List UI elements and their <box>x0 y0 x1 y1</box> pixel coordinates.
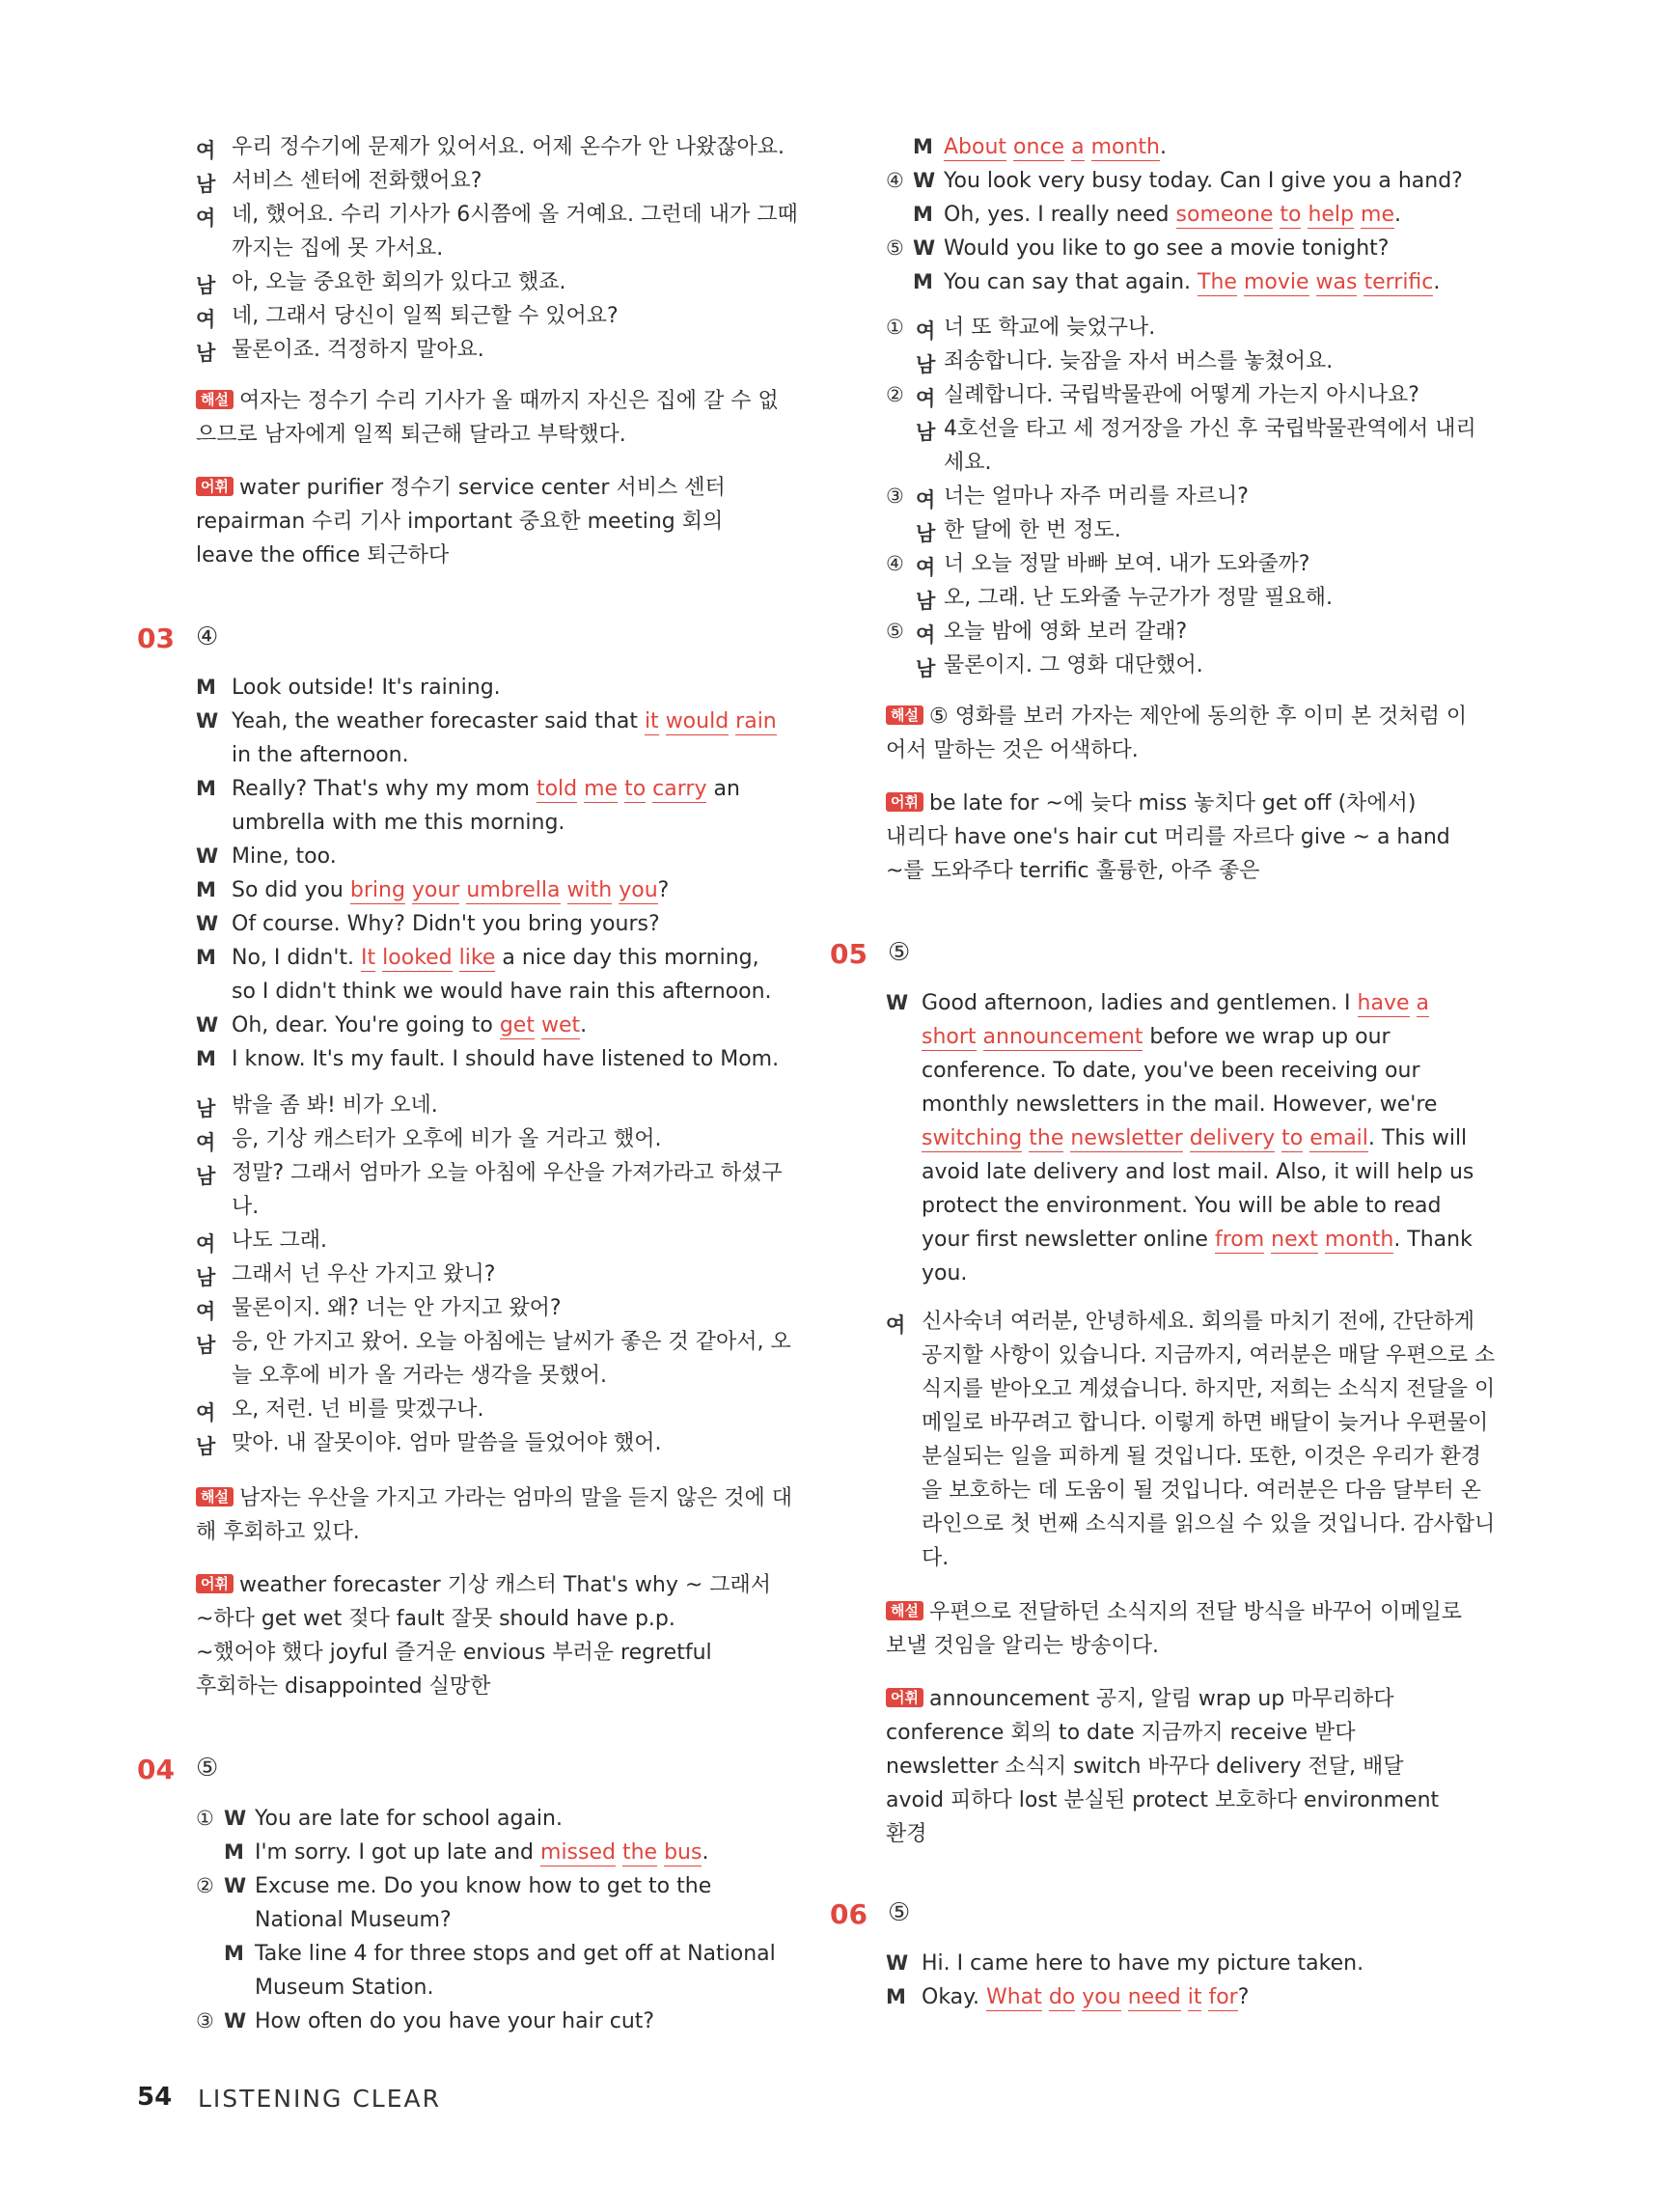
monologue-line-ko: 식지를 받아오고 계셨습니다. 하지만, 저희는 소식지 전달을 이 <box>922 1377 1496 1401</box>
blank-answer: bring <box>349 878 405 902</box>
dialogue-line-en: National Museum? <box>255 1908 452 1932</box>
dialogue-line-en: Oh, yes. I really need someone to help me. <box>944 203 1401 227</box>
choice-number: ④ <box>886 169 904 192</box>
book-title: LISTENING CLEAR <box>198 2085 441 2113</box>
speaker-label: M <box>913 135 933 158</box>
monologue-line-ko: 메일로 바꾸려고 합니다. 이렇게 하면 배달이 늦거나 우편물이 <box>922 1411 1489 1435</box>
blank-answer: The <box>1198 270 1237 294</box>
blank-answer: your <box>411 878 460 902</box>
label-badge: 어휘 <box>196 1574 234 1593</box>
dialogue-line-ko: 오, 저런. 넌 비를 맞겠구나. <box>232 1397 484 1422</box>
speaker-label: 남 <box>916 522 936 545</box>
speaker-label: W <box>224 1807 247 1830</box>
monologue-line-en: avoid late delivery and lost mail. Also, it will help us <box>922 1160 1474 1184</box>
blank-answer: bus <box>664 1840 702 1865</box>
dialogue-line-ko: 죄송합니다. 늦잠을 자서 버스를 놓쳤어요. <box>944 349 1334 373</box>
speaker-label: 여 <box>916 387 936 410</box>
dialogue-line-en: Museum Station. <box>255 1976 434 2000</box>
dialogue-line-ko: 그래서 넌 우산 가지고 왔니? <box>232 1262 496 1286</box>
speaker-label: M <box>196 676 216 699</box>
blank-answer: announcement <box>982 1025 1143 1049</box>
choice-number: ② <box>886 383 904 406</box>
vocabulary: 내리다 have one's hair cut 머리를 자르다 give ~ a hand <box>886 825 1450 849</box>
dialogue-line-ko: 너는 얼마나 자주 머리를 자르니? <box>944 484 1249 509</box>
blank-answer: About <box>944 135 1007 159</box>
monologue-line-en: monthly newsletters in the mail. However, we're <box>922 1092 1438 1117</box>
speaker-label: W <box>886 991 909 1014</box>
dialogue-line-en: You are late for school again. <box>255 1807 563 1831</box>
speaker-label: M <box>913 203 933 226</box>
blank-answer: movie <box>1243 270 1309 294</box>
blank-answer: would <box>665 709 730 733</box>
speaker-label: W <box>196 709 219 733</box>
vocabulary: avoid 피하다 lost 분실된 protect 보호하다 environment <box>886 1788 1440 1812</box>
vocabulary: newsletter 소식지 switch 바꾸다 delivery 전달, 배달 <box>886 1755 1404 1779</box>
blank-answer: newsletter <box>1070 1126 1183 1150</box>
dialogue-line-ko: 까지는 집에 못 가서요. <box>232 236 444 261</box>
blank-answer: you <box>619 878 658 902</box>
dialogue-line-en: so I didn't think we would have rain this afternoon. <box>232 980 772 1004</box>
dialogue-line-ko: 4호선을 타고 세 정거장을 가신 후 국립박물관역에서 내리 <box>944 417 1476 441</box>
blank-answer: for <box>1208 1985 1238 2009</box>
speaker-label: 여 <box>196 139 216 162</box>
speaker-label: M <box>886 1985 906 2008</box>
vocabulary: leave the office 퇴근하다 <box>196 543 450 567</box>
speaker-label: 여 <box>196 1131 216 1154</box>
speaker-label: 남 <box>916 590 936 613</box>
speaker-label: 남 <box>196 1165 216 1188</box>
dialogue-line-ko: 너 또 학교에 늦었구나. <box>944 316 1156 340</box>
blank-answer: to <box>624 777 647 801</box>
page-number: 54 <box>137 2083 173 2112</box>
speaker-label: 여 <box>916 319 936 343</box>
choice-number: ⑤ <box>886 236 904 260</box>
label-badge: 해설 <box>886 705 923 725</box>
choice-number: ② <box>196 1874 214 1897</box>
blank-answer: a <box>1071 135 1085 159</box>
blank-answer: me <box>1361 203 1394 227</box>
dialogue-line-en: umbrella with me this morning. <box>232 811 565 835</box>
label-badge: 해설 <box>196 390 234 409</box>
speaker-label: 남 <box>916 657 936 680</box>
monologue-line-en: protect the environment. You will be able to read <box>922 1194 1442 1218</box>
blank-answer: told <box>536 777 578 801</box>
blank-answer: you <box>1082 1985 1121 2009</box>
speaker-label: 여 <box>196 308 216 331</box>
dialogue-line-en: I'm sorry. I got up late and missed the bus. <box>255 1840 709 1865</box>
blank-answer: next <box>1271 1228 1318 1252</box>
vocabulary: 어휘 be late for ~에 늦다 miss 놓치다 get off (차에서) <box>886 791 1417 816</box>
speaker-label: M <box>196 878 216 901</box>
speaker-label: 남 <box>916 421 936 444</box>
dialogue-line-en: Of course. Why? Didn't you bring yours? <box>232 912 660 936</box>
dialogue-line-ko: 네, 했어요. 수리 기사가 6시쯤에 올 거예요. 그런데 내가 그때 <box>232 203 798 227</box>
speaker-label: W <box>224 2009 247 2032</box>
speaker-label: 남 <box>196 274 216 297</box>
speaker-label: M <box>913 270 933 293</box>
speaker-label: 남 <box>196 1097 216 1120</box>
blank-answer: carry <box>652 777 707 801</box>
label-badge: 어휘 <box>196 477 234 496</box>
dialogue-line-ko: 정말? 그래서 엄마가 오늘 아침에 우산을 가져가라고 하셨구 <box>232 1161 783 1185</box>
blank-answer: do <box>1048 1985 1076 2009</box>
blank-answer: short <box>922 1025 977 1049</box>
dialogue-line-ko: 우리 정수기에 문제가 있어서요. 어제 온수가 안 나왔잖아요. <box>232 135 785 159</box>
vocabulary: ~하다 get wet 젖다 fault 잘못 should have p.p. <box>196 1607 675 1631</box>
speaker-label: W <box>886 1951 909 1975</box>
question-number: 05 <box>830 938 868 970</box>
speaker-label: 남 <box>196 1435 216 1458</box>
dialogue-line-ko: 실례합니다. 국립박물관에 어떻게 가는지 아시나요? <box>944 383 1419 407</box>
blank-answer: rain <box>735 709 777 733</box>
dialogue-line-en: You look very busy today. Can I give you a hand? <box>944 169 1463 193</box>
label-badge: 해설 <box>196 1487 234 1507</box>
dialogue-line-ko: 네, 그래서 당신이 일찍 퇴근할 수 있어요? <box>232 304 619 328</box>
vocabulary: conference 회의 to date 지금까지 receive 받다 <box>886 1721 1356 1745</box>
question-number: 06 <box>830 1898 868 1930</box>
speaker-label: M <box>196 777 216 800</box>
dialogue-line-ko: 물론이지. 그 영화 대단했어. <box>944 653 1203 677</box>
monologue-line-ko: 라인으로 첫 번째 소식지를 읽으실 수 있을 것입니다. 감사합니 <box>922 1512 1496 1536</box>
blank-answer: like <box>458 946 496 970</box>
choice-number: ③ <box>886 484 904 508</box>
blank-answer: a <box>1416 991 1429 1015</box>
blank-answer: with <box>566 878 613 902</box>
speaker-label: W <box>224 1874 247 1897</box>
vocabulary: 어휘 announcement 공지, 알림 wrap up 마무리하다 <box>886 1687 1394 1712</box>
dialogue-line-en: You can say that again. The movie was terrific. <box>944 270 1441 294</box>
speaker-label: 여 <box>916 488 936 512</box>
monologue-line-en: you. <box>922 1261 968 1286</box>
blank-answer: once <box>1013 135 1065 159</box>
dialogue-line-en: Hi. I came here to have my picture taken. <box>922 1951 1364 1976</box>
dialogue-line-en: Oh, dear. You're going to get wet. <box>232 1013 588 1037</box>
dialogue-line-en: Really? That's why my mom told me to carry an <box>232 777 740 801</box>
dialogue-line-ko: 서비스 센터에 전화했어요? <box>232 169 482 193</box>
explanation: 어서 말하는 것은 어색하다. <box>886 738 1139 762</box>
dialogue-line-en: Take line 4 for three stops and get off at National <box>255 1942 776 1966</box>
speaker-label: 여 <box>886 1313 906 1337</box>
blank-answer: What <box>986 1985 1042 2009</box>
speaker-label: 남 <box>916 353 936 376</box>
blank-answer: month <box>1324 1228 1394 1252</box>
dialogue-line-en: I know. It's my fault. I should have listened to Mom. <box>232 1047 780 1071</box>
blank-answer: month <box>1090 135 1160 159</box>
blank-answer: was <box>1315 270 1358 294</box>
blank-answer: need <box>1127 1985 1181 2009</box>
dialogue-line-ko: 밖을 좀 봐! 비가 오네. <box>232 1093 438 1118</box>
blank-answer: wet <box>540 1013 581 1037</box>
blank-answer: looked <box>382 946 453 970</box>
speaker-label: 여 <box>196 207 216 230</box>
speaker-label: M <box>224 1840 244 1864</box>
monologue-line-en: your first newsletter online from next month. Thank <box>922 1228 1473 1252</box>
speaker-label: 남 <box>196 342 216 365</box>
monologue-line-en: Good afternoon, ladies and gentlemen. I have a <box>922 991 1429 1015</box>
blank-answer: delivery <box>1189 1126 1276 1150</box>
dialogue-line-en: in the afternoon. <box>232 743 409 767</box>
speaker-label: M <box>224 1942 244 1965</box>
speaker-label: M <box>196 1047 216 1070</box>
vocabulary: 후회하는 disappointed 실망한 <box>196 1674 491 1699</box>
speaker-label: 남 <box>196 173 216 196</box>
dialogue-line-en: Excuse me. Do you know how to get to the <box>255 1874 712 1898</box>
speaker-label: 남 <box>196 1266 216 1289</box>
speaker-label: 남 <box>196 1334 216 1357</box>
monologue-line-ko: 신사숙녀 여러분, 안녕하세요. 회의를 마치기 전에, 간단하게 <box>922 1310 1474 1334</box>
vocabulary: ~했어야 했다 joyful 즐거운 envious 부러운 regretful <box>196 1641 712 1665</box>
monologue-line-ko: 분실되는 일을 피하게 될 것입니다. 또한, 이것은 우리가 환경 <box>922 1445 1481 1469</box>
blank-answer: get <box>499 1013 535 1037</box>
monologue-line-ko: 공지할 사항이 있습니다. 지금까지, 여러분은 매달 우편으로 소 <box>922 1343 1496 1368</box>
blank-answer: the <box>1029 1126 1064 1150</box>
blank-answer: help <box>1308 203 1355 227</box>
blank-answer: terrific <box>1363 270 1434 294</box>
answer-choice: ④ <box>196 622 219 651</box>
speaker-label: W <box>196 1013 219 1037</box>
monologue-line-en: switching the newsletter delivery to email. This will <box>922 1126 1468 1150</box>
speaker-label: 여 <box>196 1300 216 1323</box>
blank-answer: to <box>1281 1126 1304 1150</box>
vocabulary: 환경 <box>886 1822 927 1846</box>
speaker-label: W <box>913 169 936 192</box>
explanation: 해설 ⑤ 영화를 보러 가자는 제안에 동의한 후 이미 본 것처럼 이 <box>886 705 1467 730</box>
dialogue-line-ko: 물론이죠. 걱정하지 말아요. <box>232 338 484 362</box>
explanation: 해설 우편으로 전달하던 소식지의 전달 방식을 바꾸어 이메일로 <box>886 1600 1462 1625</box>
dialogue-line-en: So did you bring your umbrella with you? <box>232 878 670 902</box>
choice-number: ④ <box>886 552 904 575</box>
dialogue-line-en: How often do you have your hair cut? <box>255 2009 655 2033</box>
blank-answer: to <box>1280 203 1302 227</box>
speaker-label: M <box>196 946 216 969</box>
speaker-label: 여 <box>196 1401 216 1424</box>
dialogue-line-en: Okay. What do you need it for? <box>922 1985 1250 2009</box>
blank-answer: from <box>1214 1228 1265 1252</box>
speaker-label: 여 <box>916 623 936 647</box>
choice-number: ③ <box>196 2009 214 2032</box>
monologue-line-ko: 을 보호하는 데 도움이 될 것입니다. 여러분은 다음 달부터 온 <box>922 1479 1481 1503</box>
speaker-label: W <box>196 912 219 935</box>
choice-number: ① <box>196 1807 214 1830</box>
dialogue-line-ko: 오늘 밤에 영화 보러 갈래? <box>944 620 1188 644</box>
dialogue-line-ko: 늘 오후에 비가 올 거라는 생각을 못했어. <box>232 1364 607 1388</box>
answer-choice: ⑤ <box>888 938 911 967</box>
blank-answer: switching <box>922 1126 1023 1150</box>
vocabulary: 어휘 weather forecaster 기상 캐스터 That's why ~ 그래서 <box>196 1573 771 1598</box>
speaker-label: 여 <box>196 1232 216 1256</box>
dialogue-line-en: No, I didn't. It looked like a nice day this morning, <box>232 946 759 970</box>
dialogue-line-ko: 응, 안 가지고 왔어. 오늘 아침에는 날씨가 좋은 것 같아서, 오 <box>232 1330 791 1354</box>
question-number: 03 <box>137 622 175 654</box>
explanation: 해 후회하고 있다. <box>196 1520 360 1544</box>
blank-answer: missed <box>540 1840 616 1865</box>
dialogue-line-ko: 물론이지. 왜? 너는 안 가지고 왔어? <box>232 1296 562 1320</box>
explanation: 보낼 것임을 알리는 방송이다. <box>886 1634 1159 1658</box>
explanation: 해설 남자는 우산을 가지고 가라는 엄마의 말을 듣지 않은 것에 대 <box>196 1486 792 1511</box>
answer-choice: ⑤ <box>196 1754 219 1783</box>
speaker-label: W <box>196 844 219 868</box>
dialogue-line-en: Yeah, the weather forecaster said that it would rain <box>232 709 777 733</box>
dialogue-line-en: Would you like to go see a movie tonight? <box>944 236 1390 261</box>
dialogue-line-ko: 세요. <box>944 451 992 475</box>
answer-choice: ⑤ <box>888 1898 911 1927</box>
label-badge: 어휘 <box>886 792 923 812</box>
blank-answer: email <box>1309 1126 1368 1150</box>
speaker-label: 여 <box>916 556 936 579</box>
dialogue-line-ko: 나. <box>232 1195 260 1219</box>
explanation: 으므로 남자에게 일찍 퇴근해 달라고 부탁했다. <box>196 423 626 447</box>
choice-number: ① <box>886 316 904 339</box>
blank-answer: it <box>1187 1985 1202 2009</box>
dialogue-line-ko: 응, 기상 캐스터가 오후에 비가 올 거라고 했어. <box>232 1127 662 1151</box>
monologue-line-ko: 다. <box>922 1546 950 1570</box>
speaker-label: W <box>913 236 936 260</box>
choice-number: ⑤ <box>886 620 904 643</box>
blank-answer: someone <box>1175 203 1274 227</box>
label-badge: 어휘 <box>886 1688 923 1707</box>
dialogue-line-ko: 맞아. 내 잘못이야. 엄마 말씀을 들었어야 했어. <box>232 1431 662 1455</box>
blank-answer: It <box>361 946 376 970</box>
dialogue-line-ko: 나도 그래. <box>232 1229 327 1253</box>
explanation: 해설 여자는 정수기 수리 기사가 올 때까지 자신은 집에 갈 수 없 <box>196 389 779 414</box>
dialogue-line-en: Mine, too. <box>232 844 337 869</box>
dialogue-line-en: About once a month. <box>944 135 1167 159</box>
vocabulary: repairman 수리 기사 important 중요한 meeting 회의 <box>196 510 724 534</box>
vocabulary: ~를 도와주다 terrific 훌륭한, 아주 좋은 <box>886 859 1260 883</box>
monologue-line-en: short announcement before we wrap up our <box>922 1025 1391 1049</box>
vocabulary: 어휘 water purifier 정수기 service center 서비스 센터 <box>196 476 726 501</box>
blank-answer: have <box>1357 991 1410 1015</box>
question-number: 04 <box>137 1754 175 1785</box>
label-badge: 해설 <box>886 1601 923 1620</box>
blank-answer: the <box>621 1840 658 1865</box>
dialogue-line-ko: 너 오늘 정말 바빠 보여. 내가 도와줄까? <box>944 552 1310 576</box>
monologue-line-en: conference. To date, you've been receiving our <box>922 1059 1420 1083</box>
blank-answer: umbrella <box>466 878 561 902</box>
blank-answer: me <box>584 777 619 801</box>
dialogue-line-ko: 오, 그래. 난 도와줄 누군가가 정말 필요해. <box>944 586 1333 610</box>
dialogue-line-en: Look outside! It's raining. <box>232 676 501 700</box>
dialogue-line-ko: 한 달에 한 번 정도. <box>944 518 1121 542</box>
blank-answer: it <box>644 709 659 733</box>
dialogue-line-ko: 아, 오늘 중요한 회의가 있다고 했죠. <box>232 270 566 294</box>
